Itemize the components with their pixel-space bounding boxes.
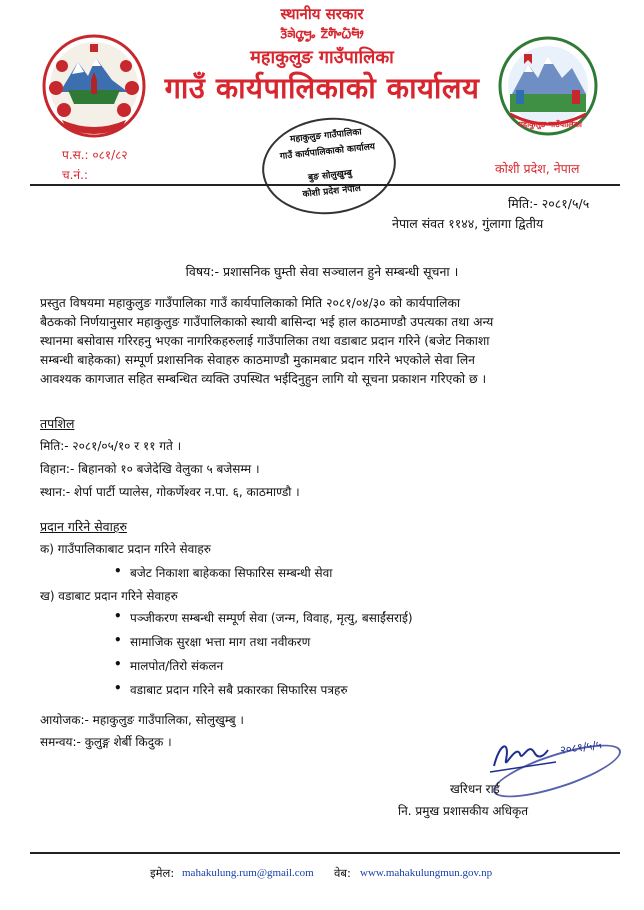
letter-subject: विषय:- प्रशासनिक घुम्ती सेवा सञ्चालन हुने सम्बन्धी सूचना । <box>185 264 459 279</box>
letter-date: मिति:- २०८१/५/५ <box>508 196 590 211</box>
signature-date: २०८१/५/५ <box>559 738 603 757</box>
header-office-title: गाउँ कार्यपालिकाको कार्यालय <box>164 71 480 105</box>
body-line: आवश्यक कागजात सहित सम्बन्धित व्यक्ति उपस्थित भईदिनुहुन लागि यो सूचना प्रकाशन गरिएको छ । <box>40 372 487 386</box>
ward-services-title: ख) वडाबाट प्रदान गरिने सेवाहरु <box>40 589 178 603</box>
web-label: वेब: <box>334 866 351 880</box>
signatory-name: खरिधन राई <box>450 782 500 796</box>
details-heading: तपशिल <box>40 416 75 431</box>
body-line: प्रस्तुत विषयमा महाकुलुङ गाउँपालिका गाउँ कार्यपालिकाको मिति २०८१/०४/३० को कार्यपालिका <box>40 296 461 310</box>
office-stamp: महाकुलुङ गाउँपालिका गाउँ कार्यपालिकाको कार्यालय बुङ सोलुखुम्बु कोशी प्रदेश नेपाल <box>257 111 400 220</box>
nepal-sambat-date: नेपाल संवत ११४४, गुंलागा द्वितीय <box>392 216 544 231</box>
coordinator-line: समन्वय:- कुलुङ्ग शेर्बी किदुक । <box>40 735 172 749</box>
reference-number: प.स.: ०८१/८२ <box>62 148 128 162</box>
services-heading: प्रदान गरिने सेवाहरु <box>40 519 127 534</box>
body-line: सम्बन्धी बाहेकका) सम्पूर्ण प्रशासनिक सेवाहरु काठमाण्डौ मुकामबाट प्रदान गरिने भएकोले सेवा लिन <box>40 353 475 367</box>
list-item: • बजेट निकाशा बाहेकका सिफारिस सम्बन्धी सेवा <box>130 564 332 581</box>
header-divider <box>30 184 620 186</box>
email-link[interactable]: mahakulung.rum@gmail.com <box>182 867 314 879</box>
footer-divider <box>30 852 620 854</box>
list-item: • मालपोत/तिरो संकलन <box>130 657 223 674</box>
organizer-line: आयोजक:- महाकुलुङ गाउँपालिका, सोलुखुम्बु । <box>40 713 244 727</box>
event-date: मिति:- २०८१/०५/१० र ११ गते । <box>40 439 182 453</box>
email-label: इमेल: <box>150 866 175 880</box>
province-label: कोशी प्रदेश, नेपाल <box>495 161 580 176</box>
signatory-title: नि. प्रमुख प्रशासकीय अधिकृत <box>398 804 529 818</box>
header-local-government: स्थानीय सरकार <box>280 5 364 23</box>
list-item: • पञ्जीकरण सम्बन्धी सम्पूर्ण सेवा (जन्म, विवाह, मृत्यु, बसाईंसराई) <box>130 609 413 626</box>
website-link[interactable]: www.mahakulungmun.gov.np <box>360 867 493 879</box>
dispatch-number: च.नं.: <box>62 168 88 182</box>
header-municipality: महाकुलुङ गाउँपालिका <box>250 47 394 68</box>
municipality-services-title: क) गाउँपालिकाबाट प्रदान गरिने सेवाहरु <box>40 542 211 556</box>
list-item: • वडाबाट प्रदान गरिने सबै प्रकारका सिफारिस पत्रहरु <box>130 681 348 698</box>
event-time: विहान:- बिहानको १० बजेदेखि वेलुका ५ बजेसम्म । <box>40 462 260 476</box>
list-item: • सामाजिक सुरक्षा भत्ता माग तथा नवीकरण <box>130 633 310 650</box>
event-place: स्थान:- शेर्पा पार्टी प्यालेस, गोकर्णेश्वर न.पा. ६, काठमाण्डौ । <box>40 485 300 499</box>
body-paragraph <box>40 294 620 389</box>
header-script-name: ᤋᤠᤈᤧᤂᤢᤗᤢᤱ ᤁᤠᤛᤠᤴᤐᤠᤗᤥ <box>280 24 364 42</box>
nepal-emblem-icon <box>38 30 150 142</box>
body-line: स्थानमा बसोवास गरिरहनु भएका नागरिकहरुलाई गाउँपालिका तथा वडाबाट प्रदान गरिने (बजेट निकाशा <box>40 334 490 348</box>
right-emblem-caption: महाकुलुङ गाउँपालिका <box>518 120 582 129</box>
body-line: बैठकको निर्णयानुसार महाकुलुङ गाउँपालिकाको स्थायी बासिन्दा भई हाल काठमाण्डौ उपत्यका तथा अन्य <box>40 315 494 329</box>
